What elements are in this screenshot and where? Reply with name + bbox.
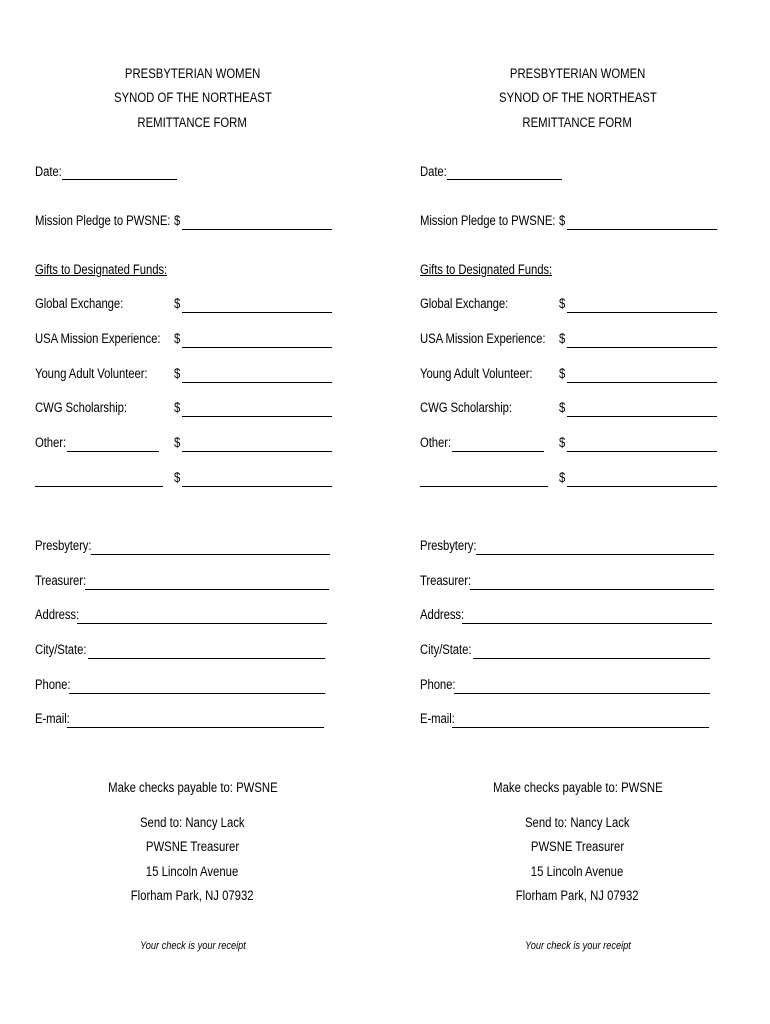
- form-title-line1: PRESBYTERIAN WOMEN: [124, 66, 261, 81]
- cwg-scholarship-field[interactable]: [567, 416, 717, 417]
- mission-pledge-field[interactable]: [567, 229, 717, 230]
- form-title-line3: REMITTANCE FORM: [137, 115, 248, 130]
- other-name-field[interactable]: [452, 451, 544, 452]
- usa-mission-field[interactable]: [182, 347, 332, 348]
- city-state-label: City/State:: [35, 642, 87, 657]
- cwg-scholarship-label: CWG Scholarship:: [420, 400, 512, 415]
- treasurer-field[interactable]: [85, 589, 329, 590]
- payable-note: Make checks payable to: PWSNE: [107, 780, 278, 795]
- phone-label: Phone:: [420, 677, 456, 692]
- phone-label: Phone:: [35, 677, 71, 692]
- date-field[interactable]: [62, 179, 177, 180]
- dollar-sign: $: [174, 331, 181, 346]
- email-field[interactable]: [67, 727, 324, 728]
- young-adult-volunteer-label: Young Adult Volunteer:: [35, 366, 148, 381]
- form-title-line3: REMITTANCE FORM: [522, 115, 633, 130]
- other-amount-field[interactable]: [567, 451, 717, 452]
- dollar-sign: $: [174, 296, 181, 311]
- dollar-sign: $: [174, 213, 181, 228]
- send-to-street: 15 Lincoln Avenue: [531, 864, 624, 879]
- remittance-form-right: [385, 0, 765, 1024]
- other-label: Other:: [35, 435, 67, 450]
- send-to-name: Send to: Nancy Lack: [525, 815, 630, 830]
- other-name-field-2[interactable]: [35, 486, 163, 487]
- dollar-sign: $: [174, 470, 181, 485]
- cwg-scholarship-field[interactable]: [182, 416, 332, 417]
- usa-mission-field[interactable]: [567, 347, 717, 348]
- address-field[interactable]: [462, 623, 712, 624]
- global-exchange-field[interactable]: [182, 312, 332, 313]
- dollar-sign: $: [559, 331, 566, 346]
- remittance-form-left: [0, 0, 380, 1024]
- global-exchange-label: Global Exchange:: [420, 296, 509, 311]
- presbytery-field[interactable]: [476, 554, 714, 555]
- send-to-street: 15 Lincoln Avenue: [146, 864, 239, 879]
- receipt-note: Your check is your receipt: [139, 940, 246, 952]
- other-name-field[interactable]: [67, 451, 159, 452]
- city-state-field[interactable]: [88, 658, 325, 659]
- send-to-name: Send to: Nancy Lack: [140, 815, 245, 830]
- treasurer-field[interactable]: [470, 589, 714, 590]
- form-title-line2: SYNOD OF THE NORTHEAST: [113, 90, 272, 105]
- other-amount-field-2[interactable]: [182, 486, 332, 487]
- other-amount-field[interactable]: [182, 451, 332, 452]
- send-to-title: PWSNE Treasurer: [530, 839, 625, 854]
- presbytery-field[interactable]: [91, 554, 330, 555]
- dollar-sign: $: [174, 435, 181, 450]
- address-field[interactable]: [77, 623, 327, 624]
- email-label: E-mail:: [420, 711, 455, 726]
- dollar-sign: $: [559, 213, 566, 228]
- young-adult-volunteer-field[interactable]: [567, 382, 717, 383]
- other-amount-field-2[interactable]: [567, 486, 717, 487]
- dollar-sign: $: [559, 435, 566, 450]
- email-field[interactable]: [452, 727, 709, 728]
- payable-note: Make checks payable to: PWSNE: [492, 780, 663, 795]
- address-label: Address:: [35, 607, 80, 622]
- date-field[interactable]: [447, 179, 562, 180]
- dollar-sign: $: [559, 400, 566, 415]
- city-state-field[interactable]: [473, 658, 710, 659]
- gifts-heading: Gifts to Designated Funds:: [35, 262, 168, 277]
- mission-pledge-label: Mission Pledge to PWSNE:: [420, 213, 556, 228]
- young-adult-volunteer-label: Young Adult Volunteer:: [420, 366, 533, 381]
- global-exchange-label: Global Exchange:: [35, 296, 124, 311]
- send-to-title: PWSNE Treasurer: [145, 839, 240, 854]
- mission-pledge-label: Mission Pledge to PWSNE:: [35, 213, 171, 228]
- form-title-line2: SYNOD OF THE NORTHEAST: [498, 90, 657, 105]
- cwg-scholarship-label: CWG Scholarship:: [35, 400, 127, 415]
- address-label: Address:: [420, 607, 465, 622]
- email-label: E-mail:: [35, 711, 70, 726]
- date-label: Date:: [35, 164, 62, 179]
- dollar-sign: $: [559, 296, 566, 311]
- form-title-line1: PRESBYTERIAN WOMEN: [509, 66, 646, 81]
- dollar-sign: $: [559, 366, 566, 381]
- usa-mission-label: USA Mission Experience:: [420, 331, 546, 346]
- treasurer-label: Treasurer:: [420, 573, 472, 588]
- other-name-field-2[interactable]: [420, 486, 548, 487]
- send-to-city: Florham Park, NJ 07932: [131, 888, 254, 903]
- dollar-sign: $: [174, 366, 181, 381]
- presbytery-label: Presbytery:: [420, 538, 477, 553]
- global-exchange-field[interactable]: [567, 312, 717, 313]
- other-label: Other:: [420, 435, 452, 450]
- dollar-sign: $: [559, 470, 566, 485]
- gifts-heading: Gifts to Designated Funds:: [420, 262, 553, 277]
- mission-pledge-field[interactable]: [182, 229, 332, 230]
- city-state-label: City/State:: [420, 642, 472, 657]
- date-label: Date:: [420, 164, 447, 179]
- send-to-city: Florham Park, NJ 07932: [516, 888, 639, 903]
- phone-field[interactable]: [69, 693, 325, 694]
- presbytery-label: Presbytery:: [35, 538, 92, 553]
- usa-mission-label: USA Mission Experience:: [35, 331, 161, 346]
- treasurer-label: Treasurer:: [35, 573, 87, 588]
- phone-field[interactable]: [454, 693, 710, 694]
- dollar-sign: $: [174, 400, 181, 415]
- receipt-note: Your check is your receipt: [524, 940, 631, 952]
- young-adult-volunteer-field[interactable]: [182, 382, 332, 383]
